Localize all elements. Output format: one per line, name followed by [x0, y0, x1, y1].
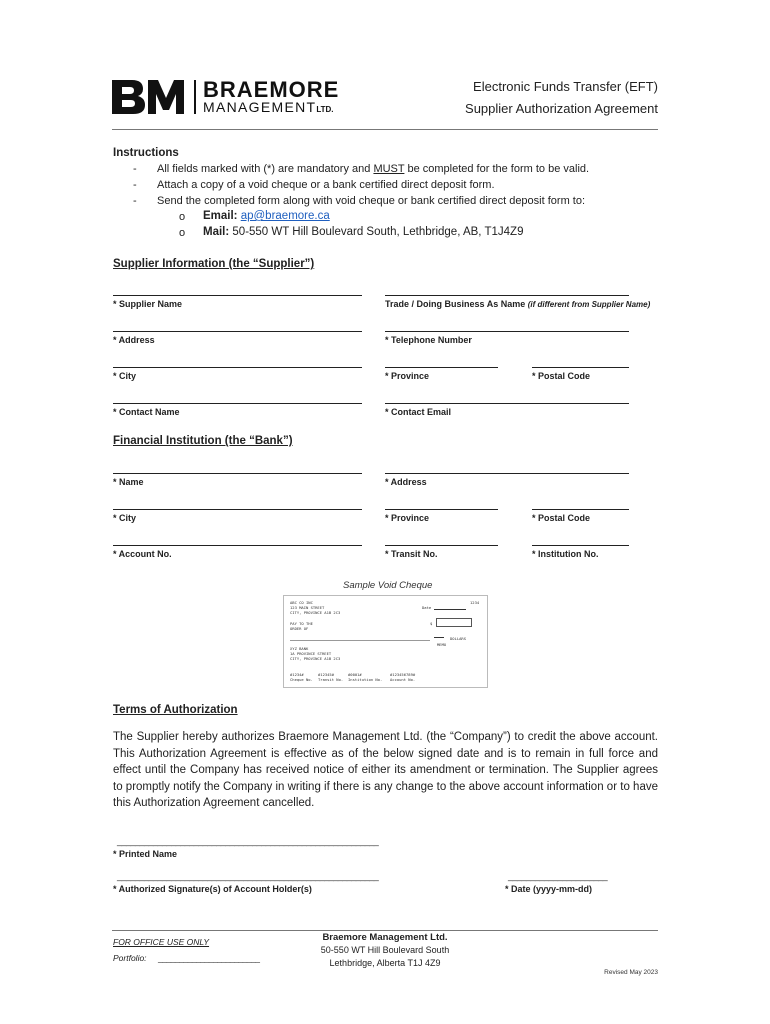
cheque-date-line — [434, 609, 466, 610]
contact-name-field[interactable] — [113, 403, 362, 404]
city-label: * City — [113, 371, 137, 381]
cheque-amount-box — [436, 618, 472, 627]
instruction-item-2: Attach a copy of a void cheque or a bank certified direct deposit form. — [157, 179, 495, 191]
bm-logo-mark — [112, 78, 188, 116]
cheque-payto: PAY TO THE ORDER OF — [290, 621, 313, 631]
cheque-micr-1: #1234# Cheque No. — [290, 672, 313, 682]
transit-no-label: * Transit No. — [385, 549, 438, 559]
cheque-micr-4: #123456789# Account No. — [390, 672, 416, 682]
sample-void-cheque — [283, 595, 488, 688]
footer-address-1: 50-550 WT Hill Boulevard South — [320, 945, 450, 955]
instruction-dash-2: - — [133, 179, 137, 191]
logo-ltd: LTD. — [316, 105, 334, 114]
bank-postal-label: * Postal Code — [532, 513, 591, 523]
signature-label: * Authorized Signature(s) of Account Holder(s) — [113, 884, 312, 894]
postal-code-field[interactable] — [532, 367, 629, 368]
terms-heading: Terms of Authorization — [113, 704, 238, 716]
trade-name-label: Trade / Doing Business As Name (if different from Supplier Name) — [385, 299, 651, 309]
cheque-micr-3: #0001# Institution No. — [348, 672, 383, 682]
province-label: * Province — [385, 371, 430, 381]
cheque-memo: MEMO — [437, 642, 447, 647]
cheque-caption: Sample Void Cheque — [343, 580, 433, 591]
company-logo — [112, 78, 352, 116]
footer-divider — [112, 930, 658, 931]
cheque-date-label: Date — [422, 605, 432, 610]
email-link[interactable]: ap@braemore.ca — [240, 210, 330, 222]
must-word: MUST — [373, 163, 405, 175]
printed-name-label: * Printed Name — [113, 849, 178, 859]
terms-body: The Supplier hereby authorizes Braemore Management Ltd. (the “Company”) to credit the above account. This Authorization Agreement is effective as of the below signed date and is to remain in full force and effect until the Company has received notice of either its amendment or termination. The Supplier agrees to promptly notify the Company in writing if there is any change to the above account information or to have this Authorization Agreement cancelled. — [113, 731, 658, 809]
cheque-dollar-sign: $ — [430, 621, 433, 626]
cheque-payer: ABC CO INC 123 MAIN STREET CITY, PROVINCE A1B 2C3 — [290, 600, 341, 615]
address-field[interactable] — [113, 331, 362, 332]
revised-date: Revised May 2023 — [604, 969, 658, 976]
cheque-number: 1234 — [470, 600, 480, 605]
instruction-dash-3: - — [133, 195, 137, 207]
doc-title-line2: Supplier Authorization Agreement — [465, 101, 658, 116]
logo-subname: MANAGEMENTLTD. — [203, 99, 334, 115]
header-divider — [112, 129, 658, 130]
cheque-dollars-line — [434, 637, 444, 638]
bank-address-label: * Address — [385, 477, 427, 487]
portfolio-label: Portfolio: — [113, 953, 147, 963]
telephone-field[interactable] — [385, 331, 629, 332]
mail-bullet: o — [179, 227, 186, 239]
telephone-label: * Telephone Number — [385, 335, 472, 345]
date-field[interactable]: ______________________ — [508, 871, 608, 881]
contact-email-field[interactable] — [385, 403, 629, 404]
bank-city-field[interactable] — [113, 509, 362, 510]
transit-no-field[interactable] — [385, 545, 498, 546]
instruction-dash-1: - — [133, 163, 137, 175]
signature-field[interactable]: __________________________________________________________ — [117, 871, 379, 881]
portfolio-field[interactable]: ________________________ — [158, 953, 260, 963]
contact-name-label: * Contact Name — [113, 407, 180, 417]
bank-address-field[interactable] — [385, 473, 629, 474]
province-field[interactable] — [385, 367, 498, 368]
trade-name-field[interactable] — [385, 295, 629, 296]
logo-name: BRAEMORE — [203, 77, 340, 102]
institution-no-field[interactable] — [532, 545, 629, 546]
bank-province-label: * Province — [385, 513, 430, 523]
cheque-micr-2: #12345# Transit No. — [318, 672, 344, 682]
institution-no-label: * Institution No. — [532, 549, 599, 559]
city-field[interactable] — [113, 367, 362, 368]
footer-address-2: Lethbridge, Alberta T1J 4Z9 — [329, 958, 441, 968]
bank-postal-field[interactable] — [532, 509, 629, 510]
supplier-name-label: * Supplier Name — [113, 299, 183, 309]
postal-code-label: * Postal Code — [532, 371, 591, 381]
doc-title-line1: Electronic Funds Transfer (EFT) — [473, 79, 658, 94]
instructions-heading: Instructions — [113, 147, 179, 159]
bank-heading: Financial Institution (the “Bank”) — [113, 435, 293, 447]
printed-name-field[interactable]: __________________________________________________________ — [117, 836, 379, 846]
cheque-words-line — [290, 640, 430, 641]
mail-line: Mail: 50-550 WT Hill Boulevard South, Lethbridge, AB, T1J4Z9 — [203, 226, 524, 238]
instruction-item-1: All fields marked with (*) are mandatory and MUST be completed for the form to be valid. — [157, 163, 590, 175]
contact-email-label: * Contact Email — [385, 407, 452, 417]
date-label: * Date (yyyy-mm-dd) — [505, 884, 593, 894]
office-use-label: FOR OFFICE USE ONLY — [113, 937, 210, 947]
address-label: * Address — [113, 335, 155, 345]
cheque-dollars: DOLLARS — [450, 636, 467, 641]
email-line: Email: ap@braemore.ca — [203, 210, 330, 222]
footer-company: Braemore Management Ltd. — [322, 932, 448, 943]
supplier-name-field[interactable] — [113, 295, 362, 296]
cheque-bank: XYZ BANK 1A PROVINCE STREET CITY, PROVINCE A1B 2C3 — [290, 646, 341, 661]
bank-province-field[interactable] — [385, 509, 498, 510]
logo-separator — [194, 80, 196, 114]
bank-name-label: * Name — [113, 477, 144, 487]
instruction-item-3: Send the completed form along with void cheque or bank certified direct deposit form to: — [157, 195, 586, 207]
bank-name-field[interactable] — [113, 473, 362, 474]
supplier-heading: Supplier Information (the “Supplier”) — [113, 258, 315, 270]
account-no-field[interactable] — [113, 545, 362, 546]
account-no-label: * Account No. — [113, 549, 172, 559]
email-bullet: o — [179, 211, 186, 223]
bank-city-label: * City — [113, 513, 137, 523]
